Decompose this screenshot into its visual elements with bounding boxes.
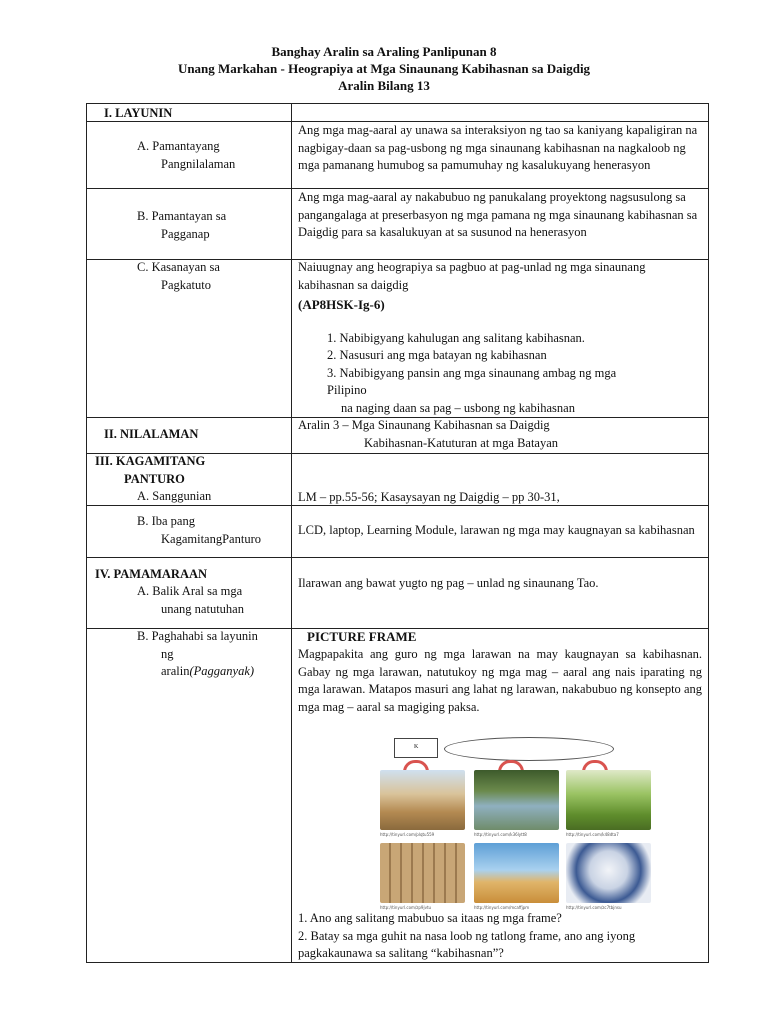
nilalaman-text-2: Kabihasnan-Katuturan at mga Batayan bbox=[364, 436, 559, 450]
objective-3-line-3: na naging daan sa pag – usbong ng kabihasnan bbox=[341, 401, 575, 415]
porcelain-vase-image bbox=[566, 843, 651, 903]
picture-frame-instructions: Magpapakita ang guro ng mga larawan na may kaugnayan sa kabihasnan. Gabay ng mga larawan, natutukoy ng mga mag – aaral ang nais iparating ng mga larawan. Matapos masuri ang lahat ng larawan, nakabubuo ng konsepto ang mga mag – aaral sa magiging paksa. bbox=[298, 647, 702, 714]
paghahabi-label-2: ng bbox=[161, 647, 174, 661]
pamantayang-pangnilalaman-label: A. Pamantayang bbox=[137, 139, 220, 153]
section-layunin-heading: I. LAYUNIN bbox=[104, 106, 173, 120]
paghahabi-pagganyak: (Pagganyak) bbox=[189, 664, 255, 678]
question-2: 2. Batay sa mga guhit na nasa loob ng tatlong frame, ano ang iyong bbox=[298, 929, 636, 943]
lesson-plan-table bbox=[86, 103, 709, 963]
image-caption: http://tinyurl.com/k36lytt8 bbox=[474, 832, 527, 837]
header-lesson-number: Aralin Bilang 13 bbox=[338, 78, 430, 93]
objective-1: 1. Nabibigyang kahulugan ang salitang kabihasnan. bbox=[327, 331, 585, 345]
sanggunian-text: LM – pp.55-56; Kasaysayan ng Daigdig – pp 30-31, bbox=[298, 490, 560, 504]
pamantayan-sa-pagganap-label: B. Pamantayan sa bbox=[137, 209, 227, 223]
objective-3: 3. Nabibigyang pansin ang mga sinaunang ambag ng mga bbox=[327, 366, 617, 380]
paghahabi-aralin: aralin bbox=[161, 664, 190, 678]
hieroglyphics-image bbox=[380, 843, 465, 903]
picture-frame-title: PICTURE FRAME bbox=[307, 629, 417, 644]
iba-pang-kagamitan-label: B. Iba pang bbox=[137, 514, 195, 528]
row-divider bbox=[87, 557, 708, 558]
section-kagamitan-heading: III. KAGAMITANG bbox=[95, 454, 206, 468]
balik-aral-label: A. Balik Aral sa mga bbox=[137, 584, 243, 598]
image-caption: http://tinyurl.com/zp9jvtu bbox=[380, 905, 432, 910]
pamantayang-pangnilalaman-label-2: Pangnilalaman bbox=[161, 157, 236, 171]
section-nilalaman-heading: II. NILALAMAN bbox=[104, 427, 199, 441]
picture-frame-illustration bbox=[378, 732, 638, 908]
image-caption: http://tinyurl.com/plqtu559 bbox=[380, 832, 435, 837]
image-caption: http://tinyurl.com/k48dta7 bbox=[566, 832, 619, 837]
objective-2: 2. Nasusuri ang mga batayan ng kabihasnan bbox=[327, 348, 547, 362]
column-divider bbox=[291, 104, 292, 962]
image-caption: http://tinyurl.com/mcaffjpm bbox=[474, 905, 530, 910]
iba-pang-kagamitan-text: LCD, laptop, Learning Module, larawan ng mga may kaugnayan sa kabihasnan bbox=[298, 523, 695, 537]
ancient-city-image bbox=[380, 770, 465, 830]
image-caption: http://tinyurl.com/zc7tbjnsu bbox=[566, 905, 622, 910]
rice-field-image bbox=[566, 770, 651, 830]
nilalaman-text: Aralin 3 – Mga Sinaunang Kabihasnan sa Daigdig bbox=[298, 418, 550, 432]
question-1: 1. Ano ang salitang mabubuo sa itaas ng mga frame? bbox=[298, 911, 562, 925]
paghahabi-label: B. Paghahabi sa layunin bbox=[137, 629, 258, 643]
balik-aral-text: Ilarawan ang bawat yugto ng pag – unlad ng sinaunang Tao. bbox=[298, 576, 599, 590]
balik-aral-label-2: unang natutuhan bbox=[161, 602, 244, 616]
section-pamamaraan-heading: IV. PAMAMARAAN bbox=[95, 567, 208, 581]
letter-box-letter: K bbox=[414, 744, 419, 750]
paghahabi-label-3 bbox=[161, 663, 254, 681]
kasanayan-sa-pagkatuto-label-2: Pagkatuto bbox=[161, 278, 211, 292]
iba-pang-kagamitan-label-2: KagamitangPanturo bbox=[161, 532, 261, 546]
pamantayan-sa-pagganap-text: Ang mga mag-aaral ay nakabubuo ng panukalang proyektong nagsusulong sa pangangalaga at preserbasyon ng mga pamana ng mga sinaunang kabihasnan sa Daigdig para sa kasalukuyan at sa susunod na henerasyon bbox=[298, 190, 698, 239]
kasanayan-sa-pagkatuto-label: C. Kasanayan sa bbox=[137, 260, 220, 274]
word-oval bbox=[444, 737, 614, 761]
header-title: Banghay Aralin sa Araling Panlipunan 8 bbox=[271, 44, 497, 59]
objective-3-line-2: Pilipino bbox=[327, 383, 367, 397]
kasanayan-sa-pagkatuto-text: Naiuugnay ang heograpiya sa pagbuo at pag-unlad ng mga sinaunang kabihasnan sa daigdig bbox=[298, 260, 646, 292]
river-image bbox=[474, 770, 559, 830]
header-subtitle: Unang Markahan - Heograpiya at Mga Sinaunang Kabihasnan sa Daigdig bbox=[177, 61, 591, 76]
letter-box bbox=[394, 738, 438, 758]
pamantayan-sa-pagganap-label-2: Pagganap bbox=[161, 227, 210, 241]
pyramids-image bbox=[474, 843, 559, 903]
competency-code: (AP8HSK-Ig-6) bbox=[298, 297, 385, 312]
section-kagamitan-heading-2: PANTURO bbox=[124, 472, 185, 486]
sanggunian-label: A. Sanggunian bbox=[137, 489, 212, 503]
question-2-line-2: pagkakaunawa sa salitang “kabihasnan”? bbox=[298, 946, 504, 960]
pamantayang-pangnilalaman-text: Ang mga mag-aaral ay unawa sa interaksiyon ng tao sa kaniyang kapaligiran na nagbigay-daan sa pag-usbong ng mga sinaunang kabihasnan na nagkaloob ng mga pamanang humubog sa pamumuhay ng kasalukuyang henerasyon bbox=[298, 123, 698, 172]
